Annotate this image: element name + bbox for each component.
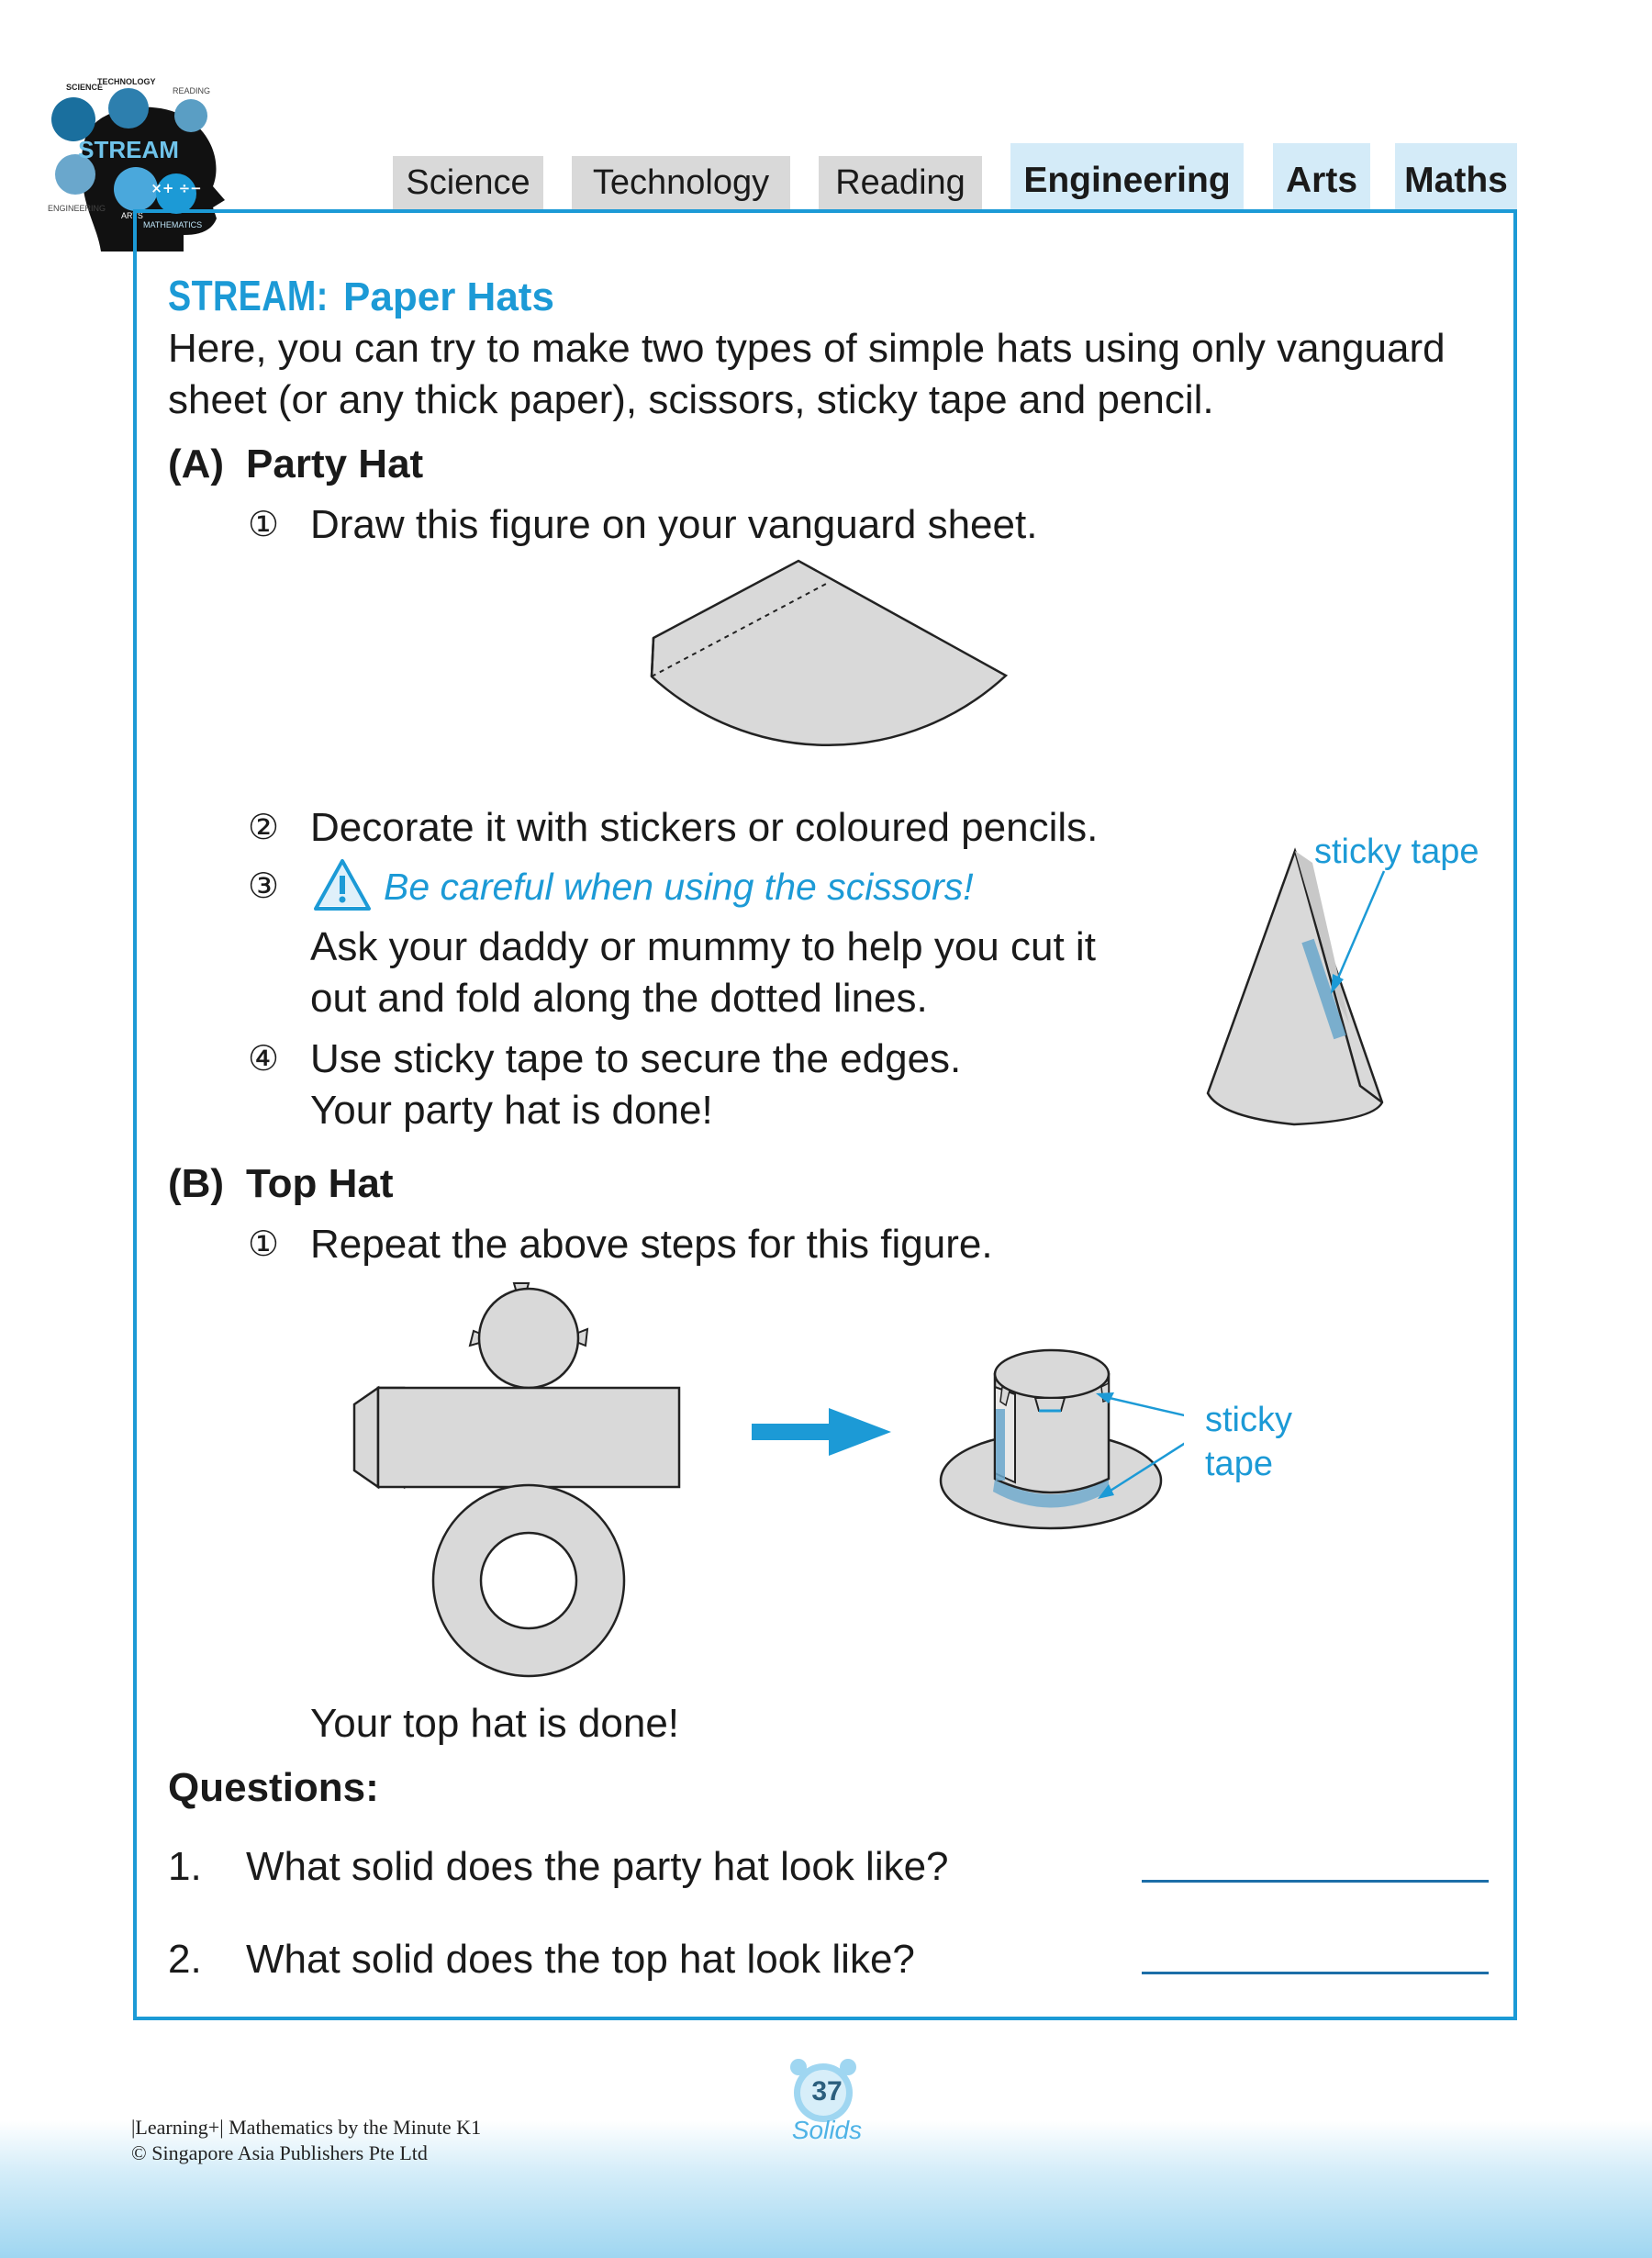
footer-book-title: |Learning+| Mathematics by the Minute K1 — [131, 2116, 482, 2139]
tab-technology[interactable]: Technology — [572, 156, 790, 209]
question-2-answer-line[interactable] — [1142, 1972, 1489, 1974]
question-2-number: 2. — [168, 1937, 202, 1982]
scissors-warning: Be careful when using the scissors! — [384, 866, 974, 908]
intro-line-2: sheet (or any thick paper), scissors, sticky tape and pencil. — [168, 377, 1214, 422]
logo-label-technology: TECHNOLOGY — [97, 77, 156, 86]
math-symbols-top: ×+ ÷− — [151, 180, 202, 196]
top-hat-tape-label: tape — [1205, 1445, 1273, 1483]
intro-line-1: Here, you can try to make two types of simple hats using only vanguard — [168, 326, 1446, 371]
warning-icon — [312, 857, 373, 912]
step-a4-line-2: Your party hat is done! — [310, 1088, 713, 1133]
question-2-text: What solid does the top hat look like? — [246, 1937, 915, 1982]
party-hat-net-figure — [642, 555, 1019, 794]
tab-maths[interactable]: Maths — [1395, 143, 1517, 209]
page-number: 37 — [811, 2076, 843, 2107]
party-hat-cone-figure — [1193, 840, 1505, 1134]
section-b-title: Top Hat — [246, 1161, 394, 1206]
tab-science[interactable]: Science — [393, 156, 543, 209]
logo-label-engineering: ENGINEERING — [48, 204, 106, 213]
activity-heading — [168, 270, 554, 323]
tab-reading[interactable]: Reading — [819, 156, 982, 209]
logo-label-reading: READING — [173, 86, 211, 95]
step-a3-line-2: out and fold along the dotted lines. — [310, 976, 928, 1021]
tab-engineering[interactable]: Engineering — [1010, 143, 1244, 209]
question-1-text: What solid does the party hat look like? — [246, 1844, 949, 1889]
top-hat-net-figure — [349, 1276, 688, 1680]
step-a3-number: ③ — [248, 867, 280, 906]
page-topic: Solids — [791, 2116, 863, 2144]
top-hat-sticky-label: sticky — [1205, 1401, 1292, 1439]
step-a2-text: Decorate it with stickers or coloured pencils. — [310, 805, 1099, 850]
question-1-answer-line[interactable] — [1142, 1880, 1489, 1883]
logo-label-mathematics: MATHEMATICS — [143, 220, 203, 229]
heading-title: Paper Hats — [343, 274, 554, 319]
step-a1-text: Draw this figure on your vanguard sheet. — [310, 502, 1038, 547]
top-hat-done-text: Your top hat is done! — [310, 1701, 680, 1746]
heading-stream-label: STREAM: — [168, 272, 329, 319]
step-b1-number: ① — [248, 1225, 280, 1264]
footer-credits — [131, 2115, 481, 2166]
step-a3-line-1: Ask your daddy or mummy to help you cut it — [310, 924, 1096, 969]
section-a-label: (A) — [168, 442, 225, 486]
section-b-label: (B) — [168, 1161, 225, 1206]
questions-heading: Questions: — [168, 1765, 379, 1810]
step-a4-number: ④ — [248, 1040, 280, 1079]
logo-stream-text: STREAM — [78, 136, 179, 163]
arrow-right-icon — [748, 1404, 895, 1459]
step-b1-text: Repeat the above steps for this figure. — [310, 1222, 993, 1267]
step-a4-line-1: Use sticky tape to secure the edges. — [310, 1036, 962, 1081]
logo-label-science: SCIENCE — [66, 83, 104, 92]
top-hat-assembled-figure — [936, 1336, 1184, 1537]
tab-arts[interactable]: Arts — [1273, 143, 1370, 209]
step-a1-number: ① — [248, 506, 280, 544]
section-a-title: Party Hat — [246, 442, 424, 486]
party-hat-sticky-tape-label: sticky tape — [1314, 833, 1479, 871]
logo-label-arts: ARTS — [121, 211, 143, 220]
step-a2-number: ② — [248, 809, 280, 847]
question-1-number: 1. — [168, 1844, 202, 1889]
footer-copyright: © Singapore Asia Publishers Pte Ltd — [131, 2141, 428, 2164]
